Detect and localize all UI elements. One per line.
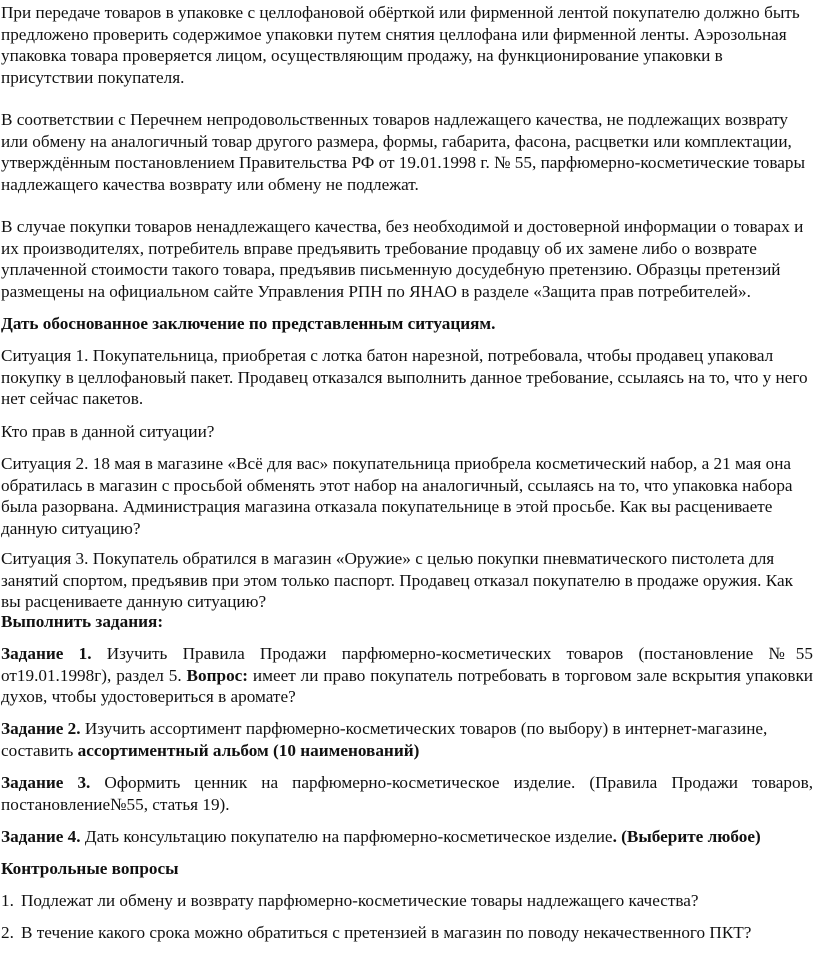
- control-question-item: [1, 922, 813, 944]
- task-1-question-label: Вопрос:: [186, 665, 249, 685]
- task-4-bold-text: . (Выберите любое): [612, 827, 761, 846]
- task-2-bold-text: ассортиментный альбом (10 наименований): [77, 740, 420, 760]
- question-number: 2.: [1, 923, 14, 942]
- question-text: В течение какого срока можно обратиться с претензией в магазин по поводу некачественного ПКТ?: [21, 923, 752, 942]
- task-1-question-text: имеет ли право покупатель потребовать в торговом зале вскрытия упаковки духов, чтобы удостовериться в аромате?: [1, 665, 813, 706]
- task-3: [1, 772, 813, 815]
- task-1-label: Задание 1.: [1, 644, 92, 663]
- task-1: [1, 643, 813, 708]
- question-text: Подлежат ли обмену и возврату парфюмерно-косметические товары надлежащего качества?: [21, 891, 699, 910]
- tasks-heading: Выполнить задания:: [1, 612, 164, 631]
- situations-heading: Дать обоснованное заключение по представленным ситуациям.: [1, 314, 496, 333]
- paragraph-packaging-check: При передаче товаров в упаковке с целлофановой обёрткой или фирменной лентой покупателю должно быть предложено проверить содержимое упаковки путем снятия целлофана или фирменной ленты. Аэрозольная упаковка товара проверяется лицом, осуществляющим продажу, на функционирование упаковки в присутствии покупателя.: [1, 3, 800, 87]
- task-2-text: Изучить ассортимент парфюмерно-косметических товаров (по выбору) в интернет-магазине, составить: [1, 719, 768, 760]
- situation-2: Ситуация 2. 18 мая в магазине «Всё для вас» покупательница приобрела косметический набор, а 21 мая она обратилась в магазин с просьбой обменять этот набор на аналогичный, ссылаясь на то, что упаковка набора была разорвана. Администрация магазина отказала покупательнице в этой просьбе. Как вы расцениваете данную ситуацию?: [1, 454, 793, 538]
- task-1-text: Изучить Правила Продажи парфюмерно-косметических товаров (постановление №55 от19.01.1998г), раздел 5.: [1, 644, 813, 685]
- task-3-label: Задание 3.: [1, 773, 91, 792]
- task-4: [1, 826, 813, 848]
- task-4-label: Задание 4.: [1, 827, 81, 846]
- control-questions-heading: Контрольные вопросы: [1, 859, 179, 878]
- task-3-text: Оформить ценник на парфюмерно-косметическое изделие. (Правила Продажи товаров, постановление№55, статья 19).: [1, 773, 813, 814]
- situation-1-question: Кто прав в данной ситуации?: [1, 422, 215, 441]
- paragraph-no-return-list: В соответствии с Перечнем непродовольственных товаров надлежащего качества, не подлежащих возврату или обмену на аналогичный товар другого размера, формы, габарита, фасона, расцветки или комплектации, утверждённым постановлением Правительства РФ от 19.01.1998 г. № 55, парфюмерно-косметические товары надлежащего качества возврату или обмену не подлежат.: [1, 110, 806, 194]
- task-4-text: Дать консультацию покупателю на парфюмерно-косметическое изделие: [80, 827, 613, 846]
- paragraph-defective-goods: В случае покупки товаров ненадлежащего качества, без необходимой и достоверной информации о товарах и их производителях, потребитель вправе предъявить требование продавцу об их замене либо о возврате уплаченной стоимости такого товара, предъявив письменную досудебную претензию. Образцы претензий размещены на официальном сайте Управления РПН по ЯНАО в разделе «Защита прав потребителей».: [1, 217, 804, 301]
- situation-1: Ситуация 1. Покупательница, приобретая с лотка батон нарезной, потребовала, чтобы продавец упаковал покупку в целлофановый пакет. Продавец отказался выполнить данное требование, ссылаясь на то, что у него нет сейчас пакетов.: [1, 346, 808, 408]
- situation-3: Ситуация 3. Покупатель обратился в магазин «Оружие» с целью покупки пневматического пистолета для занятий спортом, предъявив при этом только паспорт. Продавец отказал покупателю в продаже оружия. Как вы расцениваете данную ситуацию?: [1, 549, 793, 611]
- control-question-item: [1, 890, 813, 912]
- task-2-label: Задание 2.: [1, 719, 81, 738]
- task-2: [1, 718, 813, 761]
- question-number: 1.: [1, 891, 14, 910]
